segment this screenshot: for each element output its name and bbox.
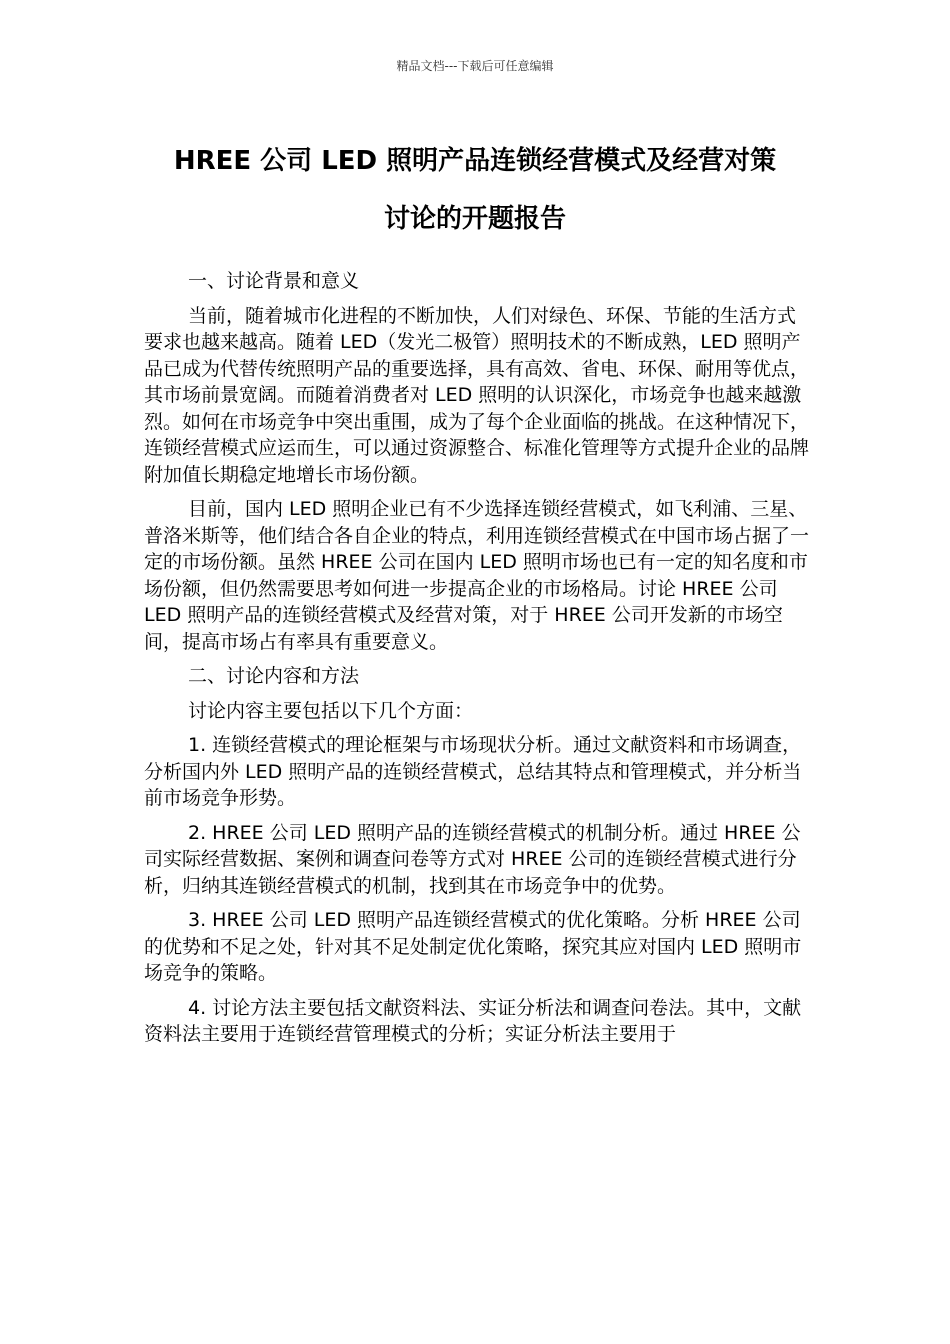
paragraph-background: 当前，随着城市化进程的不断加快，人们对绿色、环保、节能的生活方式要求也越来越高。随着 LED（发光二极管）照明技术的不断成熟，LED 照明产品已成为代替传统照明产品的重要选择，具有高效、省电、环保、耐用等优点，其市场前景宽阔。而随着消费者对 LED 照明的认识深化，市场竞争也越来越激烈。如何在市场竞争中突出重围，成为了每个企业面临的挑战。在这种情况下，连锁经营模式应运而生，可以通过资源整合、标准化管理等方式提升企业的品牌附加值长期稳定地增长市场份额。 [144, 304, 810, 486]
document-body [144, 268, 809, 1056]
list-item-4: 4. 讨论方法主要包括文献资料法、实证分析法和调查问卷法。其中，文献资料法主要用于连锁经营管理模式的分析；实证分析法主要用于 [144, 996, 802, 1045]
list-item-1: 1. 连锁经营模式的理论框架与市场现状分析。通过文献资料和市场调查，分析国内外 LED 照明产品的连锁经营模式，总结其特点和管理模式，并分析当前市场竞争形势。 [144, 734, 802, 809]
list-item-2: 2. HREE 公司 LED 照明产品的连锁经营模式的机制分析。通过 HREE 公司实际经营数据、案例和调查问卷等方式对 HREE 公司的连锁经营模式进行分析，归纳其连锁经营模式的机制，找到其在市场竞争中的优势。 [144, 821, 801, 897]
section-heading-background: 一、讨论背景和意义 [188, 270, 360, 292]
paragraph-content-intro: 讨论内容主要包括以下几个方面： [188, 699, 474, 722]
document-title [120, 132, 830, 248]
section-heading-content-method: 二、讨论内容和方法 [188, 665, 360, 687]
title-line-2: 讨论的开题报告 [383, 204, 566, 234]
title-line-1: HREE 公司 LED 照明产品连锁经营模式及经营对策 [173, 146, 777, 176]
list-item-3: 3. HREE 公司 LED 照明产品连锁经营模式的优化策略。分析 HREE 公司的优势和不足之处，针对其不足处制定优化策略，探究其应对国内 LED 照明市场竞争的策略。 [144, 909, 802, 984]
header-note: 精品文档---下载后可任意编辑 [396, 59, 554, 73]
paragraph-current-status: 目前，国内 LED 照明企业已有不少选择连锁经营模式，如飞利浦、三星、普洛米斯等，他们结合各自企业的特点，利用连锁经营模式在中国市场占据了一定的市场份额。虽然 HREE 公司在国内 LED 照明市场也已有一定的知名度和市场份额，但仍然需要思考如何进一步提高企业的市场格局。讨论 HREE 公司 LED 照明产品的连锁经营模式及经营对策，对于 HREE 公司开发新的市场空间，提高市场占有率具有重要意义。 [144, 498, 810, 653]
